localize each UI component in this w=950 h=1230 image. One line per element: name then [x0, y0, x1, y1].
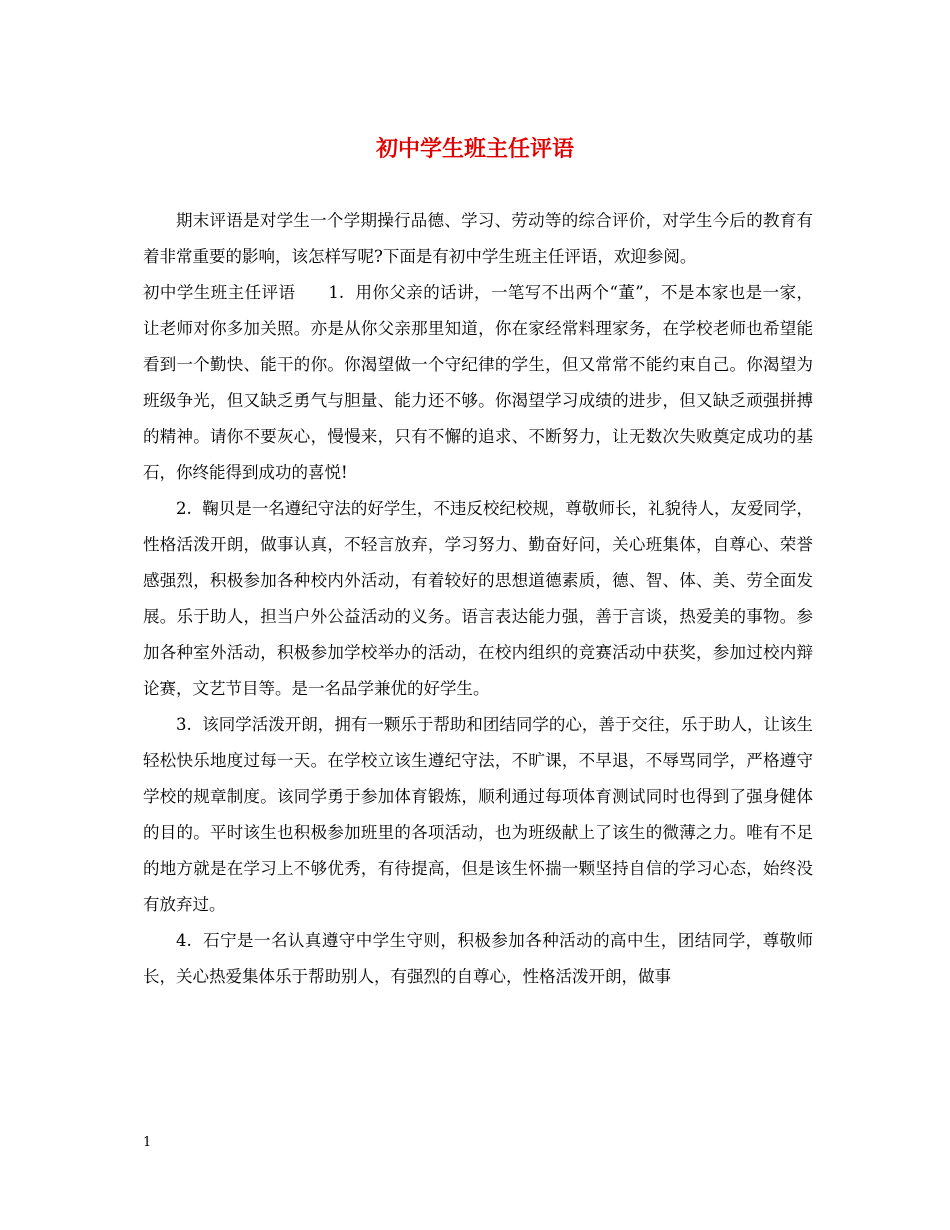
item-text: 该同学活泼开朗，拥有一颗乐于帮助和团结同学的心，善于交往，乐于助人，让该生轻松快乐地度过每一天。在学校立该生遵纪守法，不旷课，不早退，不辱骂同学，严格遵守学校的规章制度。该同学勇于参加体育锻炼，顺利通过每项体育测试同时也得到了强身健体的目的。平时该生也积极参加班里的各项活动，也为班级献上了该生的微薄之力。唯有不足的地方就是在学习上不够优秀，有待提高，但是该生怀揣一颗坚持自信的学习心态，始终没有放弃过。: [143, 715, 814, 914]
document-title: 初中学生班主任评语: [375, 136, 574, 162]
item-paragraph-4: [143, 923, 813, 995]
item-text: 鞠贝是一名遵纪守法的好学生，不违反校纪校规，尊敬师长，礼貌待人，友爱同学，性格活泼开朗，做事认真，不轻言放弃，学习努力、勤奋好问，关心班集体，自尊心、荣誉感强烈，积极参加各种校内外活动，有着较好的思想道德素质，德、智、体、美、劳全面发展。乐于助人，担当户外公益活动的义务。语言表达能力强，善于言谈，热爱美的事物。参加各种室外活动，积极参加学校举办的活动，在校内组织的竞赛活动中获奖，参加过校内辩论赛，文艺节目等。是一名品学兼优的好学生。: [143, 499, 814, 698]
item-paragraph-1: [143, 275, 813, 491]
item-number: 4.: [176, 931, 192, 950]
item-text: 用你父亲的话讲，一笔写不出两个“董”，不是本家也是一家，让老师对你多加关照。亦是从你父亲那里知道，你在家经常料理家务，在学校老师也希望能看到一个勤快、能干的你。你渴望做一个守纪律的学生，但又常常不能约束自己。你渴望为班级争光，但又缺乏勇气与胆量、能力还不够。你渴望学习成绩的进步，但又缺乏顽强拼搏的精神。请你不要灰心，慢慢来，只有不懈的追求、不断努力，让无数次失败奠定成功的基石，你终能得到成功的喜悦!: [143, 283, 814, 482]
item-paragraph-3: [143, 707, 813, 923]
item-paragraph-2: [143, 491, 813, 707]
item-number: 1.: [328, 283, 345, 302]
document-body: [143, 203, 813, 995]
item-number: 3.: [176, 715, 192, 734]
item-text: 石宁是一名认真遵守中学生守则，积极参加各种活动的高中生，团结同学，尊敬师长，关心热爱集体乐于帮助别人，有强烈的自尊心，性格活泼开朗，做事: [143, 931, 814, 986]
item-number: 2.: [176, 499, 192, 518]
label-spacer: [295, 283, 328, 302]
section-label: 初中学生班主任评语: [143, 283, 296, 302]
page-number: 1: [143, 1135, 152, 1150]
intro-paragraph: 期末评语是对学生一个学期操行品德、学习、劳动等的综合评价，对学生今后的教育有着非常重要的影响，该怎样写呢?下面是有初中学生班主任评语，欢迎参阅。: [143, 211, 813, 266]
